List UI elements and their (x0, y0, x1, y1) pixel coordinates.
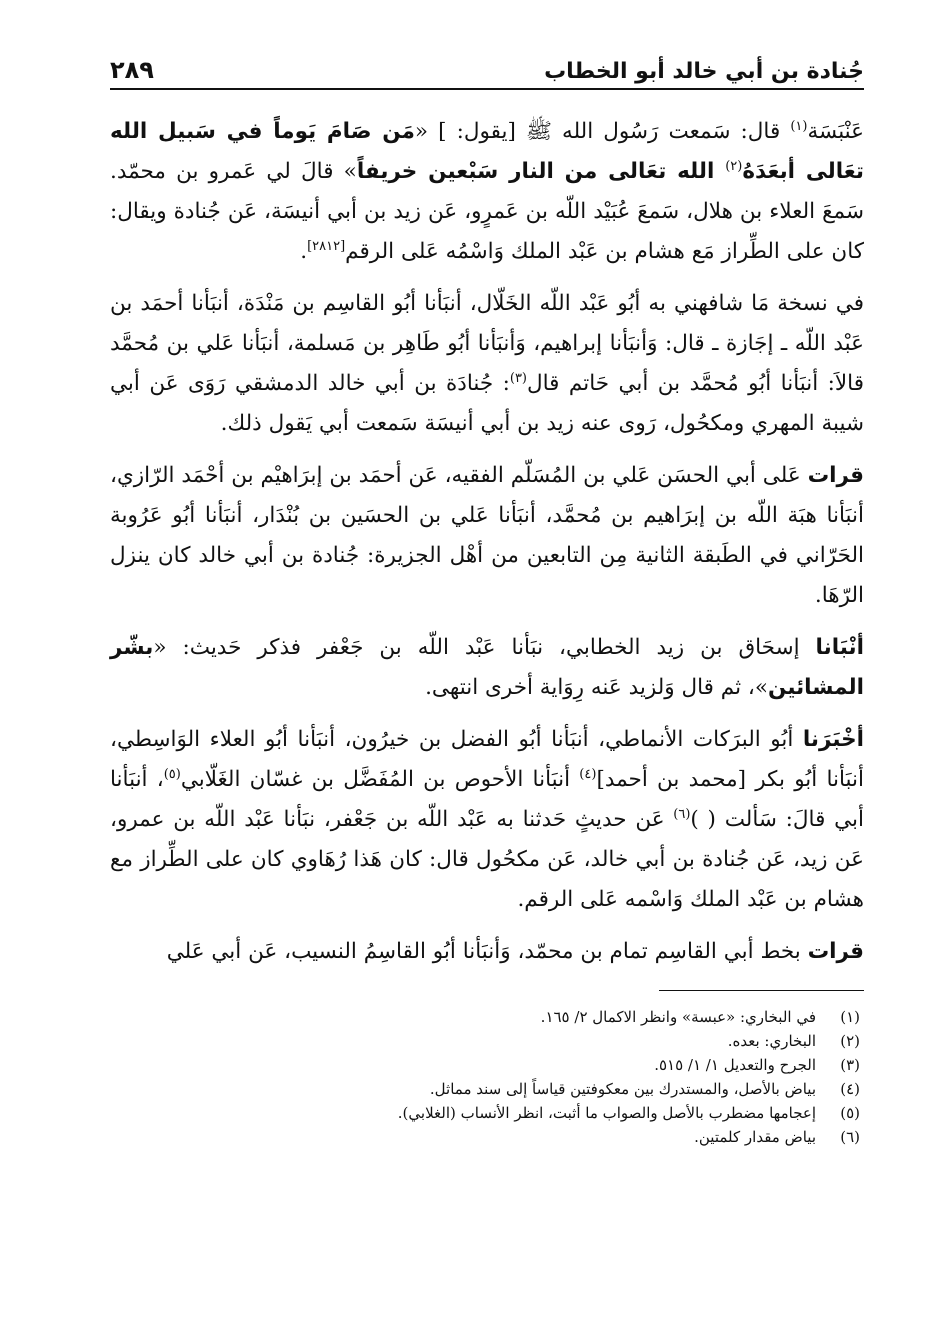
text-run: »، ثم قال وَلزيد عَنه رِوَاية أخرى انتهى. (425, 675, 768, 700)
footnote (110, 1125, 860, 1149)
footnote-number: (٣) (840, 1056, 860, 1074)
text-run: » قالَ لي عَمرو بن محمّد. سَمعَ العلاء بن هلال، سَمعَ عُبَيْد اللّه بن عَمرٍو، عَن زيد بن أبي أنيسَة، عَن جُنادة ويقال: كان على الطِّراز مَع هشام بن عَبْد الملك وَاسْمُه عَلى الرقم (110, 159, 864, 264)
text-run: إسحَاق بن زيد الخطابي، نبَأنا عَبْد اللّه بن جَعْفر فذكر حَديث: « (153, 635, 816, 660)
footnote (110, 1005, 860, 1029)
page-number: ٢٨٩ (110, 56, 154, 84)
footnote-ref: (١) (790, 118, 808, 134)
bold-text: أخْبَرَنا (802, 727, 864, 752)
footnotes (110, 1005, 864, 1149)
paragraph (110, 932, 864, 972)
footnote (110, 1101, 860, 1125)
paragraph (110, 628, 864, 708)
text-run: ، أنبَأنا أبي قالَ: سَألت ( ) (110, 767, 864, 832)
paragraph (110, 720, 864, 920)
footnote (110, 1053, 860, 1077)
bold-text: قرات (807, 939, 864, 964)
footnote-ref: [٢٨١٢] (307, 238, 346, 254)
footnote (110, 1029, 860, 1053)
footnote-number: (٥) (840, 1104, 860, 1122)
running-title: جُنادة بن أبي خالد أبو الخطاب (544, 59, 864, 84)
main-text (110, 112, 864, 972)
bold-text: قرات (807, 463, 864, 488)
footnote-number: (٢) (840, 1032, 860, 1050)
footnote-text: البخاري: بعده. (727, 1032, 816, 1050)
footnote-text: بياض بالأصل، والمستدرك بين معكوفتين قياساً إلى سند مماثل. (429, 1080, 816, 1098)
footnote-number: (٦) (840, 1128, 860, 1146)
text-run: : جُنادَة بن أبي خالد الدمشقي رَوَى عَن أبي شيبة المهري ومكحُول، رَوى عنه زيد بن أبي أنيسَة سَمعت أبي يَقول ذلك. (110, 371, 864, 436)
text-run: عَن حديثٍ حَدثنا به عَبْد اللّه بن جَعْفر، نبَأنا عَبْد اللّه بن عمرو، عَن زيد، عَن جُنادة بن أبي خالد، عَن مكحُول قال: كان هَذا رُهَاوي كان على الطِّراز مع هشام بن عَبْد الملك وَاسْمه عَلى الرقم. (110, 807, 864, 912)
footnote-separator (659, 990, 864, 991)
text-run: عَلى أبي الحسَن عَلي بن المُسَلّم الفقيه، عَن أحمَد بن إبرَاهيْم بن أحْمَد الرّازي، أنبَأنا هبَة اللّه بن إبرَاهيم بن مُحمَّد، أنبَأنا عَلي بن الحسَين بن بُنْدَار، أنبَأنا أبُو عَرُوبة الحَرّاني في الطَبقة الثانية مِن التابعين من أهْل الجزيرة: جُنادة بن أبي خالد كان ينزل الرّهَا. (110, 463, 864, 608)
book-page (110, 48, 864, 1149)
footnote-number: (٤) (840, 1080, 860, 1098)
bold-text: بشّر المشائين (110, 635, 864, 700)
bold-text: أنْبَانا (815, 635, 864, 660)
text-run: عَنْبَسَة (807, 119, 864, 144)
running-header (110, 48, 864, 90)
paragraph (110, 284, 864, 444)
footnote-ref: (٤) (579, 766, 597, 782)
footnote-number: (١) (840, 1008, 860, 1026)
footnote-ref: (٢) (725, 158, 743, 174)
footnote-text: إعجامها مضطرب بالأصل والصواب ما أثبت، انظر الأنساب (الغلابي). (397, 1104, 816, 1122)
paragraph (110, 112, 864, 272)
footnote-ref: (٥) (163, 766, 181, 782)
footnote-ref: (٣) (509, 370, 527, 386)
footnote-ref: (٦) (673, 806, 691, 822)
text-run: في نسخة مَا شافهني به أبُو عَبْد اللّه الخَلّال، أنبَأنا أبُو القاسِم بن مَنْدَة، أنبَأنا أحمَد بن عَبْد اللّه ـ إجَازة ـ قال: وَأنبَأنا إبراهيم، وَأنبَأنا أبُو طَاهِر بن مَسلمة، أنبَأنا عَلي بن مُحمَّد قالاَ: أنبَأنا أبُو مُحمَّد بن أبي حَاتم قال (110, 291, 864, 396)
footnote-text: الجرح والتعديل ١/ ١/ ٥١٥. (654, 1056, 816, 1074)
bold-text: الله تعَالى من النار سَبْعين خريفاً (356, 159, 726, 184)
text-run: . (300, 239, 308, 264)
footnote (110, 1077, 860, 1101)
text-run: قال: سَمعت رَسُول الله ﷺ [يقول: ] « (414, 119, 791, 144)
bold-text: مَن صَامَ يَوماً في سَبيل الله تعَالى أبعَدَهُ (110, 119, 864, 184)
text-run: أنبَأنا الأحوص بن المُفَضَّل بن غسّان الغَلّابي (180, 767, 580, 792)
text-run: أبُو البرَكات الأنماطي، أنبَأنا أبُو الفضل بن خيرُون، أنبَأنا أبُو العلاء الوَاسِطي، أنبَأنا أبُو بكر [محمد بن أحمد] (110, 727, 865, 792)
footnote-text: في البخاري: «عبسة» وانظر الاكمال ٢/ ١٦٥. (540, 1008, 816, 1026)
text-run: بخط أبي القاسِم تمام بن محمّد، وَأنبَأنا أبُو القاسِمُ النسيب، عَن أبي عَلي (166, 939, 808, 964)
footnote-text: بياض مقدار كلمتين. (694, 1128, 816, 1146)
paragraph (110, 456, 864, 616)
